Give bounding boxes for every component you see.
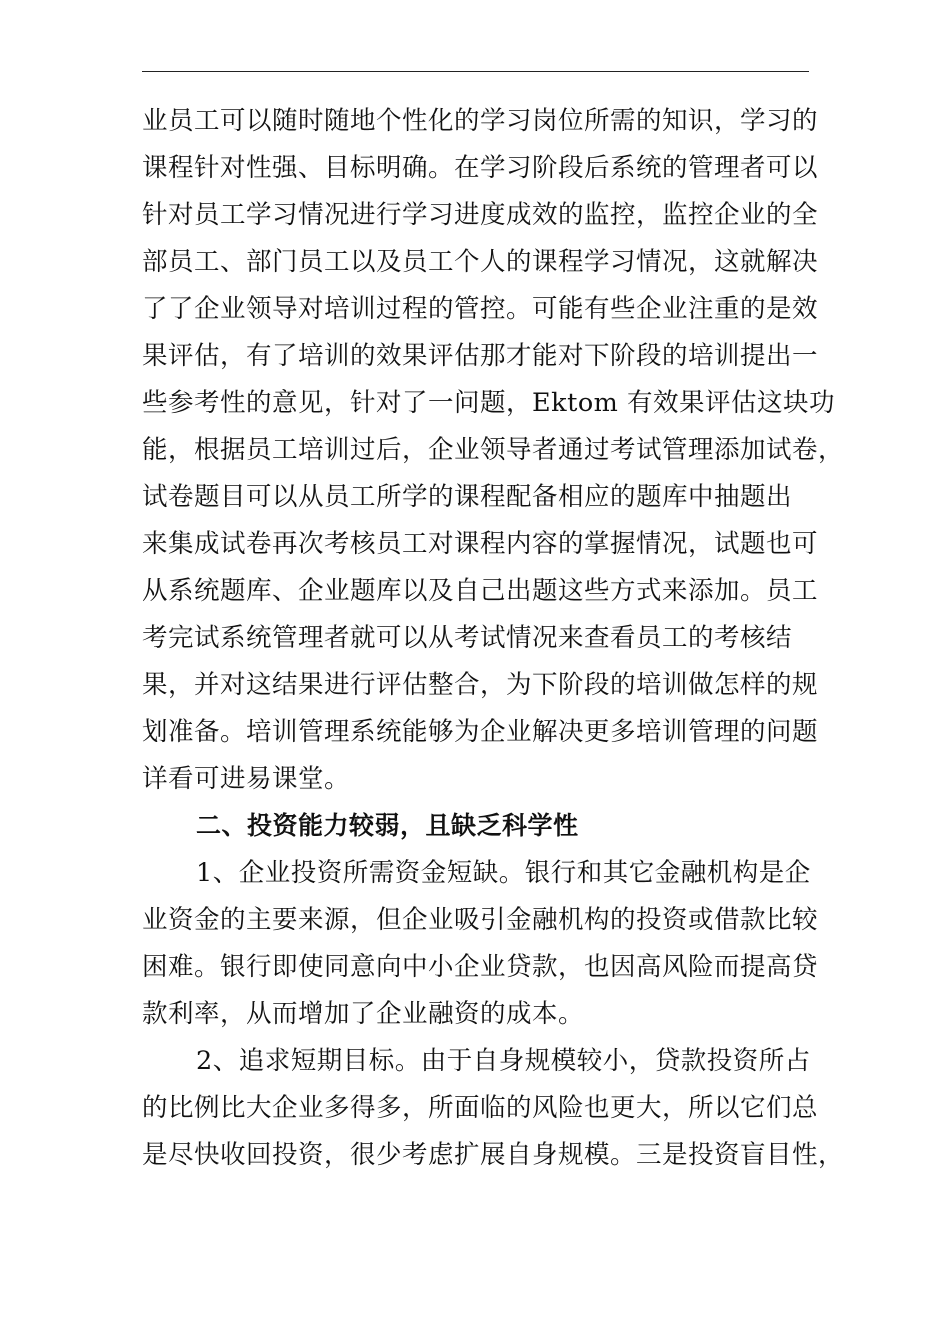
paragraph-first-line: 1、企业投资所需资金短缺。银行和其它金融机构是企 (196, 858, 811, 888)
header-rule (142, 71, 809, 72)
body-line: 部员工、部门员工以及员工个人的课程学习情况，这就解决 (142, 247, 819, 277)
body-line: 试卷题目可以从员工所学的课程配备相应的题库中抽题出 (142, 482, 793, 512)
body-line: 针对员工学习情况进行学习进度成效的监控，监控企业的全 (142, 200, 819, 230)
paragraph-first-line: 2、追求短期目标。由于自身规模较小，贷款投资所占 (196, 1046, 811, 1076)
body-line: 从系统题库、企业题库以及自己出题这些方式来添加。员工 (142, 576, 819, 606)
body-line: 课程针对性强、目标明确。在学习阶段后系统的管理者可以 (142, 153, 819, 183)
body-line: 业资金的主要来源，但企业吸引金融机构的投资或借款比较 (142, 905, 819, 935)
section-heading: 二、投资能力较弱，且缺乏科学性 (196, 811, 579, 840)
body-line: 业员工可以随时随地个性化的学习岗位所需的知识，学习的 (142, 106, 819, 136)
body-line: 款利率，从而增加了企业融资的成本。 (142, 999, 585, 1029)
body-line: 了了企业领导对培训过程的管控。可能有些企业注重的是效 (142, 294, 819, 324)
body-line: 是尽快收回投资，很少考虑扩展自身规模。三是投资盲目性， (142, 1140, 845, 1170)
body-line: 来集成试卷再次考核员工对课程内容的掌握情况，试题也可 (142, 529, 819, 559)
body-line: 困难。银行即使同意向中小企业贷款，也因高风险而提高贷 (142, 952, 819, 982)
body-line: 划准备。培训管理系统能够为企业解决更多培训管理的问题 (142, 717, 819, 747)
body-line: 果，并对这结果进行评估整合，为下阶段的培训做怎样的规 (142, 670, 819, 700)
body-line: 能，根据员工培训过后，企业领导者通过考试管理添加试卷， (142, 435, 845, 465)
body-line: 的比例比大企业多得多，所面临的风险也更大，所以它们总 (142, 1093, 819, 1123)
body-line: 考完试系统管理者就可以从考试情况来查看员工的考核结 (142, 623, 793, 653)
body-line: 些参考性的意见，针对了一问题，Ektom 有效果评估这块功 (142, 388, 835, 418)
body-line: 详看可进易课堂。 (142, 764, 351, 794)
body-line: 果评估，有了培训的效果评估那才能对下阶段的培训提出一 (142, 341, 819, 371)
